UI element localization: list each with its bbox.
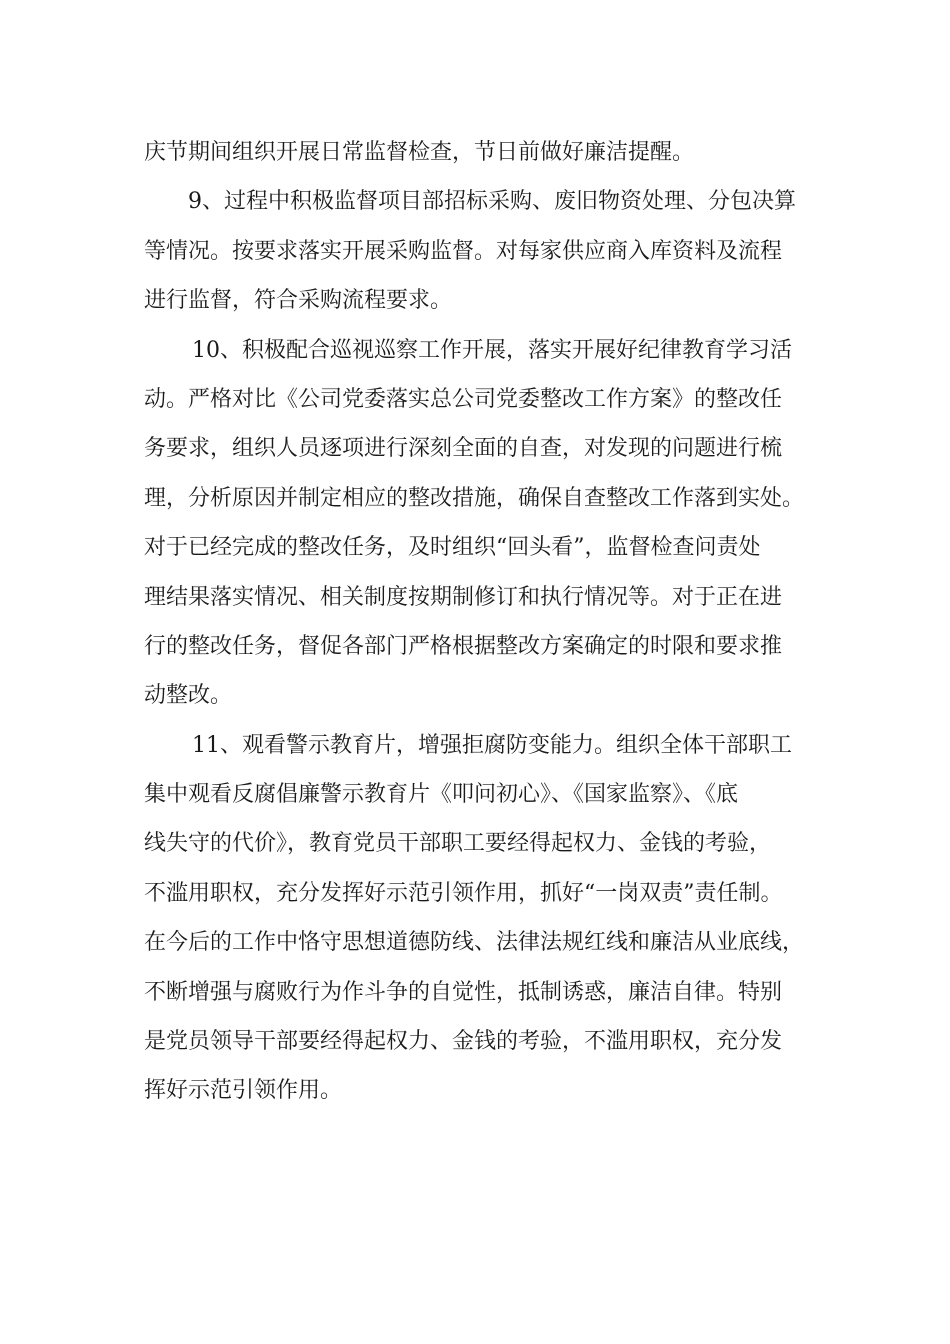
body-line: 不滥用职权，充分发挥好示范引领作用，抓好“一岗双责”责任制。	[144, 880, 783, 906]
body-line: 不断增强与腐败行为作斗争的自觉性，抵制诱惑，廉洁自律。特别	[144, 979, 783, 1005]
body-line: 行的整改任务，督促各部门严格根据整改方案确定的时限和要求推	[144, 633, 783, 659]
body-line: 在今后的工作中恪守思想道德防线、法律法规红线和廉洁从业底线，	[144, 930, 805, 956]
body-line: 对于已经完成的整改任务，及时组织“回头看”，监督检查问责处	[144, 535, 761, 561]
body-line: 动。严格对比《公司党委落实总公司党委整改工作方案》的整改任	[144, 386, 783, 412]
body-line: 务要求，组织人员逐项进行深刻全面的自查，对发现的问题进行梳	[144, 436, 783, 462]
paragraph-9-first-line: 9、过程中积极监督项目部招标采购、废旧物资处理、分包决算	[188, 189, 796, 215]
body-line: 线失守的代价》，教育党员干部职工要经得起权力、金钱的考验，	[144, 831, 772, 857]
body-line: 进行监督，符合采购流程要求。	[144, 288, 453, 314]
paragraph-10-first-line: 10、积极配合巡视巡察工作开展，落实开展好纪律教育学习活	[192, 337, 792, 363]
paragraph-11-first-line: 11、观看警示教育片，增强拒腐防变能力。组织全体干部职工	[192, 732, 792, 758]
body-line: 是党员领导干部要经得起权力、金钱的考验，不滥用职权，充分发	[144, 1029, 783, 1055]
document-body	[144, 128, 824, 1116]
body-line: 挥好示范引领作用。	[144, 1078, 343, 1104]
body-line: 等情况。按要求落实开展采购监督。对每家供应商入库资料及流程	[144, 238, 783, 264]
body-line: 理结果落实情况、相关制度按期制修订和执行情况等。对于正在进	[144, 584, 783, 610]
body-line: 庆节期间组织开展日常监督检查，节日前做好廉洁提醒。	[144, 140, 695, 165]
body-line: 理，分析原因并制定相应的整改措施，确保自查整改工作落到实处。	[144, 485, 805, 511]
body-line: 集中观看反腐倡廉警示教育片《叩问初心》、《国家监察》、《底	[144, 782, 739, 808]
body-line: 动整改。	[144, 683, 233, 709]
